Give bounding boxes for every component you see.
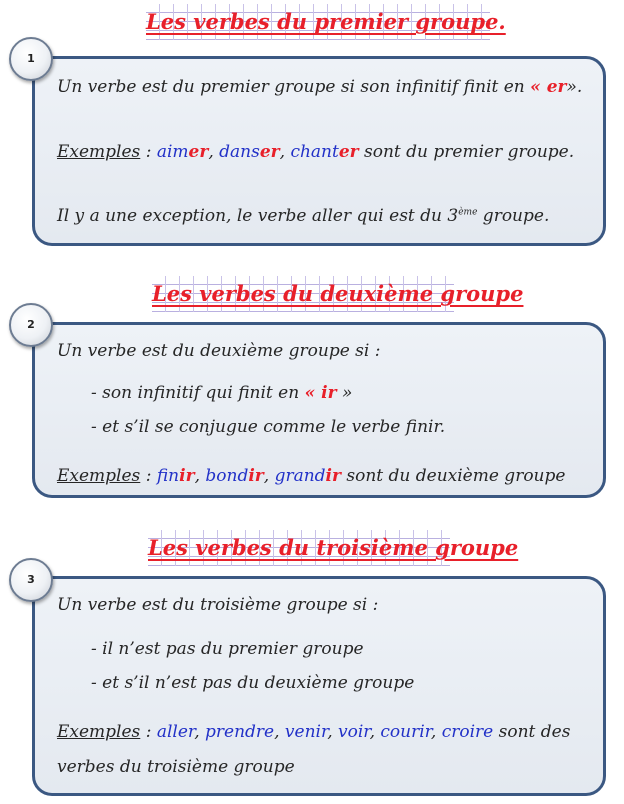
section-2-title-banner: [152, 276, 524, 312]
example-verb-ending: er: [259, 142, 280, 162]
section-1-intro: Un verbe est du premier groupe si son infinitif finit en « er».: [57, 77, 583, 97]
example-verb: prendre: [205, 722, 275, 742]
section-1-card: [32, 56, 606, 246]
section-3-intro: Un verbe est du troisième groupe si :: [57, 595, 379, 615]
example-verb: courir: [380, 722, 431, 742]
section-3-card: [32, 576, 606, 796]
section-3-examples: Exemples : aller, prendre, venir, voir, courir, croire sont des: [57, 722, 571, 742]
section-2-examples: Exemples : finir, bondir, grandir sont du deuxième groupe: [57, 466, 566, 486]
section-1-title: Les verbes du premier groupe.: [146, 9, 506, 34]
section-3-examples-continued: verbes du troisième groupe: [57, 757, 295, 777]
section-1-exception-note: Il y a une exception, le verbe aller qui est du 3ème groupe.: [57, 206, 550, 226]
section-2-condition-2: - et s’il se conjugue comme le verbe finir.: [91, 417, 446, 437]
examples-label: Exemples: [57, 142, 141, 162]
example-verb-stem: aim: [156, 142, 189, 162]
example-verb-ending: ir: [248, 466, 264, 486]
example-verb: aller: [156, 722, 195, 742]
example-verb-ending: er: [338, 142, 359, 162]
section-3-condition-2: - et s’il n’est pas du deuxième groupe: [91, 673, 415, 693]
example-verb-stem: bond: [205, 466, 249, 486]
example-verb-stem: grand: [274, 466, 326, 486]
example-verb-stem: fin: [156, 466, 180, 486]
section-3-condition-1: - il n’est pas du premier groupe: [91, 639, 364, 659]
ending-ir: ir: [321, 383, 337, 403]
examples-label: Exemples: [57, 722, 141, 742]
section-1-examples: Exemples : aimer, danser, chanter sont du premier groupe.: [57, 142, 575, 162]
ending-er: er: [546, 77, 567, 97]
example-verb: venir: [284, 722, 328, 742]
section-2-card: [32, 322, 606, 498]
example-verb: voir: [338, 722, 370, 742]
section-2-intro: Un verbe est du deuxième groupe si :: [57, 341, 381, 361]
section-2-number-badge: 2: [9, 303, 53, 347]
example-verb-stem: chant: [290, 142, 339, 162]
example-verb-ending: ir: [325, 466, 341, 486]
example-verb-ending: er: [188, 142, 209, 162]
section-1-title-banner: [146, 4, 506, 40]
examples-label: Exemples: [57, 466, 141, 486]
section-1-number-badge: 1: [9, 37, 53, 81]
section-2-condition-1: - son infinitif qui finit en « ir »: [91, 383, 353, 403]
example-verb: croire: [441, 722, 494, 742]
section-3-number-badge: 3: [9, 558, 53, 602]
example-verb-ending: ir: [179, 466, 195, 486]
section-2-title: Les verbes du deuxième groupe: [152, 281, 524, 306]
section-3-title-banner: [148, 530, 519, 566]
section-3-title: Les verbes du troisième groupe: [148, 535, 519, 560]
example-verb-stem: dans: [219, 142, 260, 162]
